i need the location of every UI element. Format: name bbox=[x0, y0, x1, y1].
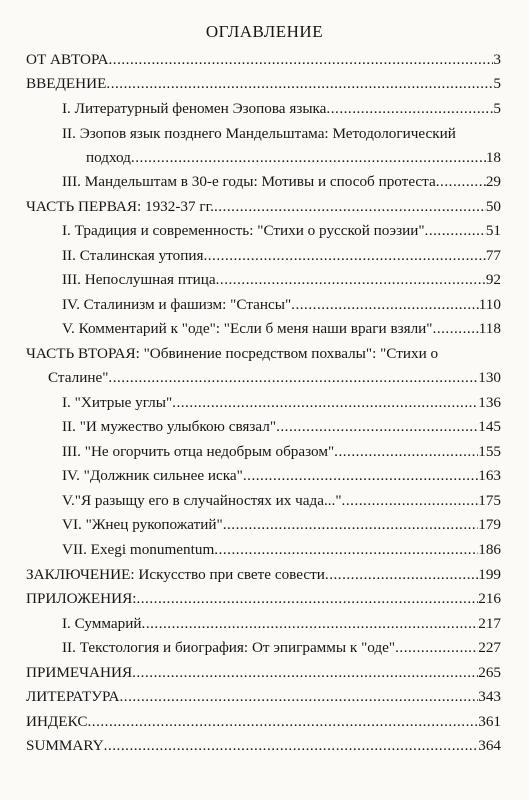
toc-entry-title: ИНДЕКС bbox=[26, 713, 88, 730]
dot-leader bbox=[136, 590, 478, 608]
toc-entry bbox=[26, 737, 501, 755]
dot-leader bbox=[216, 271, 486, 289]
toc-entry bbox=[26, 688, 501, 706]
toc-entry-page: 130 bbox=[478, 369, 501, 386]
toc-entry-page: 77 bbox=[485, 247, 501, 264]
toc-entry-title: II. "И мужество улыбкою связал" bbox=[62, 418, 277, 435]
toc-entry-page: 29 bbox=[485, 173, 501, 190]
toc-entry bbox=[62, 615, 501, 633]
toc-entry-title: SUMMARY bbox=[26, 737, 104, 754]
toc-entry bbox=[62, 467, 501, 485]
toc-entry-page: 118 bbox=[478, 320, 501, 337]
toc-entry-page: 145 bbox=[478, 418, 501, 435]
toc-entry bbox=[62, 247, 501, 265]
toc-entry-title: IV. Сталинизм и фашизм: "Стансы" bbox=[62, 296, 292, 313]
toc-entry-page: 5 bbox=[493, 100, 501, 117]
dot-leader bbox=[243, 467, 478, 485]
toc-entry bbox=[62, 173, 501, 191]
toc-entry-page: 265 bbox=[478, 664, 501, 681]
dot-leader bbox=[436, 173, 486, 191]
dot-leader bbox=[325, 566, 478, 584]
dot-leader bbox=[214, 541, 478, 559]
dot-leader bbox=[172, 394, 478, 412]
toc-entry-page: 361 bbox=[478, 713, 501, 730]
toc-entry bbox=[62, 222, 501, 240]
toc-entry bbox=[62, 100, 501, 118]
page-title: ОГЛАВЛЕНИЕ bbox=[205, 22, 324, 41]
dot-leader bbox=[119, 688, 478, 706]
dot-leader bbox=[276, 418, 478, 436]
toc-entry bbox=[26, 590, 501, 608]
dot-leader bbox=[108, 51, 493, 69]
dot-leader bbox=[326, 100, 493, 118]
toc-entry-title: ПРИЛОЖЕНИЯ: bbox=[26, 590, 137, 607]
dot-leader bbox=[433, 320, 479, 338]
toc-entry-title: I. "Хитрые углы" bbox=[62, 394, 173, 411]
toc-entry-title: ВВЕДЕНИЕ bbox=[26, 75, 107, 92]
toc-entry-title-line1: II. Эзопов язык позднего Мандельштама: Методологический bbox=[62, 125, 456, 142]
toc-entry-page: 18 bbox=[485, 149, 501, 166]
toc-entry-title: III. Мандельштам в 30-е годы: Мотивы и способ протеста bbox=[62, 173, 436, 190]
toc-entry bbox=[26, 51, 501, 69]
dot-leader bbox=[104, 737, 479, 755]
toc-entry-page: 216 bbox=[478, 590, 501, 607]
toc-entry-page: 217 bbox=[478, 615, 501, 632]
dot-leader bbox=[342, 492, 479, 510]
toc-entry-page: 110 bbox=[478, 296, 501, 313]
toc-entry-title: ЧАСТЬ ПЕРВАЯ: 1932-37 гг. bbox=[26, 198, 214, 215]
toc-entry-title: ПРИМЕЧАНИЯ bbox=[26, 664, 133, 681]
toc-entry-title: I. Суммарий bbox=[62, 615, 142, 632]
toc-entry-title-line1: ЧАСТЬ ВТОРАЯ: "Обвинение посредством похвалы": "Стихи о bbox=[26, 345, 439, 362]
toc-entry-page: 227 bbox=[478, 639, 501, 656]
toc-entry-page: 179 bbox=[478, 516, 501, 533]
dot-leader bbox=[106, 75, 493, 93]
toc-entry-title: ЛИТЕРАТУРА bbox=[26, 688, 120, 705]
toc-entry bbox=[62, 541, 501, 559]
dot-leader bbox=[87, 713, 478, 731]
toc-entry-title: III. "Не огорчить отца недобрым образом" bbox=[62, 443, 335, 460]
dot-leader bbox=[291, 296, 479, 314]
toc-entry-title: V. Комментарий к "оде": "Если б меня наши враги взяли" bbox=[62, 320, 433, 337]
toc-entry-title: VII. Exegi monumentum bbox=[62, 541, 215, 558]
toc-entry bbox=[26, 75, 501, 93]
dot-leader bbox=[142, 615, 479, 633]
toc-entry-page: 92 bbox=[485, 271, 501, 288]
dot-leader bbox=[214, 198, 486, 216]
toc-entry-title: II. Сталинская утопия bbox=[62, 247, 204, 264]
toc-entry-title: Сталине" bbox=[48, 369, 109, 386]
toc-entry-page: 5 bbox=[493, 75, 501, 92]
toc-entry-title: V."Я разыщу его в случайностях их чада..." bbox=[62, 492, 342, 509]
toc-entry bbox=[86, 149, 501, 167]
toc-entry-title: ЗАКЛЮЧЕНИЕ: Искусство при свете совести bbox=[26, 566, 325, 583]
toc-entry-title: VI. "Жнец рукопожатий" bbox=[62, 516, 223, 533]
toc-entry-title: ОТ АВТОРА bbox=[26, 51, 109, 68]
toc-entry bbox=[62, 492, 501, 510]
toc-entry-page: 136 bbox=[478, 394, 501, 411]
toc-entry bbox=[62, 320, 501, 338]
toc-entry-title: III. Непослушная птица bbox=[62, 271, 216, 288]
toc-entry bbox=[62, 639, 501, 657]
dot-leader bbox=[223, 516, 479, 534]
toc-entry-title: IV. "Должник сильнее иска" bbox=[62, 467, 243, 484]
toc-entry-page: 155 bbox=[478, 443, 501, 460]
toc-entry-page: 186 bbox=[478, 541, 501, 558]
toc-entry bbox=[62, 296, 501, 314]
toc-entry bbox=[62, 516, 501, 534]
toc-entry-page: 163 bbox=[478, 467, 501, 484]
toc-entry-title: II. Текстология и биография: От эпиграммы к "оде" bbox=[62, 639, 396, 656]
toc-entry-page: 50 bbox=[485, 198, 501, 215]
dot-leader bbox=[425, 222, 486, 240]
toc-entry bbox=[62, 271, 501, 289]
toc-entry bbox=[26, 713, 501, 731]
dot-leader bbox=[334, 443, 478, 461]
toc-entry bbox=[62, 443, 501, 461]
toc-entry-title: I. Традиция и современность: "Стихи о русской поэзии" bbox=[62, 222, 425, 239]
toc-entry-page: 175 bbox=[478, 492, 501, 509]
toc-entry bbox=[26, 566, 501, 584]
toc-entry-page: 343 bbox=[478, 688, 501, 705]
toc-entry bbox=[26, 198, 501, 216]
toc-entry bbox=[62, 394, 501, 412]
toc-entry-title: I. Литературный феномен Эзопова языка bbox=[62, 100, 327, 117]
toc-entry-page: 199 bbox=[478, 566, 501, 583]
toc-entry-page: 51 bbox=[485, 222, 501, 239]
dot-leader bbox=[203, 247, 485, 265]
toc-entry bbox=[48, 369, 501, 387]
toc-entry-title: подход bbox=[86, 149, 131, 166]
toc-entry-page: 3 bbox=[493, 51, 501, 68]
dot-leader bbox=[131, 149, 486, 167]
toc-entry bbox=[62, 418, 501, 436]
dot-leader bbox=[395, 639, 478, 657]
toc-entry bbox=[26, 664, 501, 682]
toc-entry-page: 364 bbox=[478, 737, 501, 754]
dot-leader bbox=[108, 369, 478, 387]
dot-leader bbox=[132, 664, 478, 682]
